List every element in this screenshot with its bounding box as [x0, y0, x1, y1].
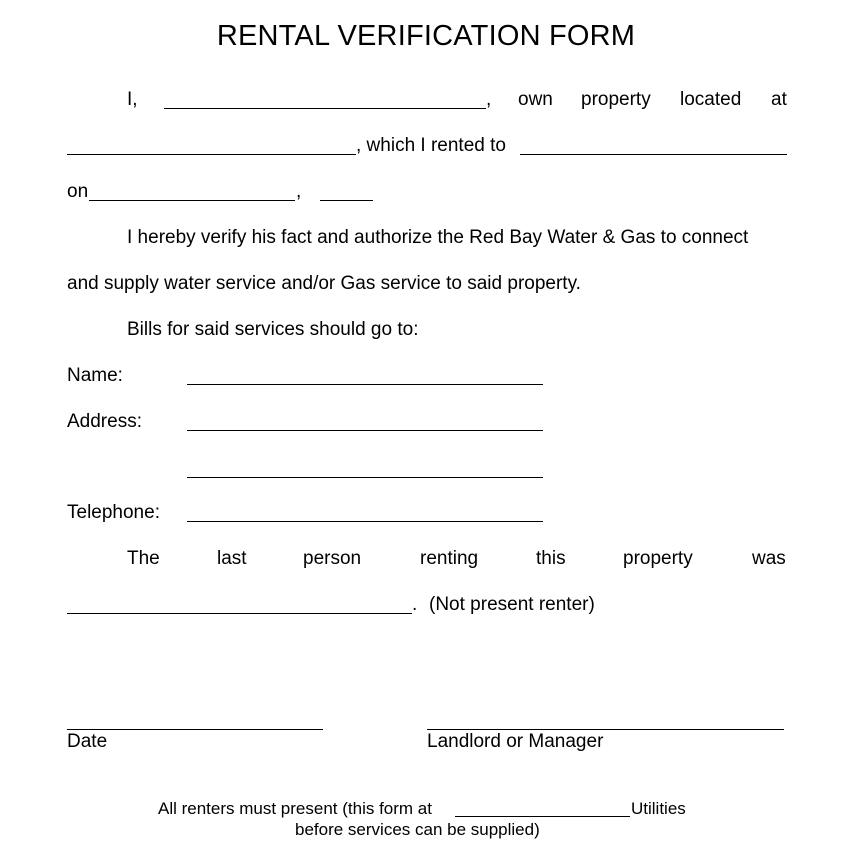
telephone-field[interactable]	[187, 521, 543, 522]
landlord-label: Landlord or Manager	[427, 731, 604, 752]
word-renting: renting	[420, 548, 479, 569]
word-property-2: property	[623, 548, 693, 569]
rental-date-blank[interactable]	[89, 200, 295, 201]
text-comma: ,	[486, 89, 492, 110]
telephone-label: Telephone:	[67, 502, 160, 523]
footer-line-2: before services can be supplied)	[295, 820, 540, 839]
address-label: Address:	[67, 411, 142, 432]
owner-name-blank[interactable]	[164, 108, 486, 109]
text-on: on	[67, 181, 89, 202]
not-present-note: (Not present renter)	[429, 594, 595, 615]
word-this: this	[536, 548, 566, 569]
word-the: The	[127, 548, 160, 569]
word-at: at	[771, 89, 787, 110]
name-field[interactable]	[187, 384, 543, 385]
utilities-name-blank[interactable]	[455, 816, 630, 817]
text-which-rented: , which I rented to	[356, 135, 506, 156]
form-title: RENTAL VERIFICATION FORM	[216, 20, 636, 52]
date-signature-line[interactable]	[67, 729, 323, 730]
word-property: property	[581, 89, 651, 110]
verify-line-1: I hereby verify his fact and authorize the Red Bay Water & Gas to connect	[127, 227, 749, 248]
property-address-blank[interactable]	[67, 154, 356, 155]
word-person: person	[303, 548, 362, 569]
renter-name-blank[interactable]	[520, 154, 787, 155]
footer-line-1-start: All renters must present (this form at	[158, 799, 432, 818]
date-label: Date	[67, 731, 108, 752]
bills-intro: Bills for said services should go to:	[127, 319, 419, 340]
verify-line-2: and supply water service and/or Gas service to said property.	[67, 273, 581, 294]
text-period: .	[412, 594, 418, 615]
text-i: I,	[127, 89, 138, 110]
landlord-signature-line[interactable]	[427, 729, 784, 730]
address-field-1[interactable]	[187, 430, 543, 431]
footer-line-1-end: Utilities	[631, 799, 686, 818]
word-was: was	[752, 548, 786, 569]
word-own: own	[518, 89, 553, 110]
last-renter-blank[interactable]	[67, 613, 412, 614]
rental-year-blank[interactable]	[320, 200, 373, 201]
name-label: Name:	[67, 365, 123, 386]
address-field-2[interactable]	[187, 477, 543, 478]
word-located: located	[680, 89, 742, 110]
word-last: last	[217, 548, 247, 569]
text-comma-2: ,	[296, 181, 302, 202]
